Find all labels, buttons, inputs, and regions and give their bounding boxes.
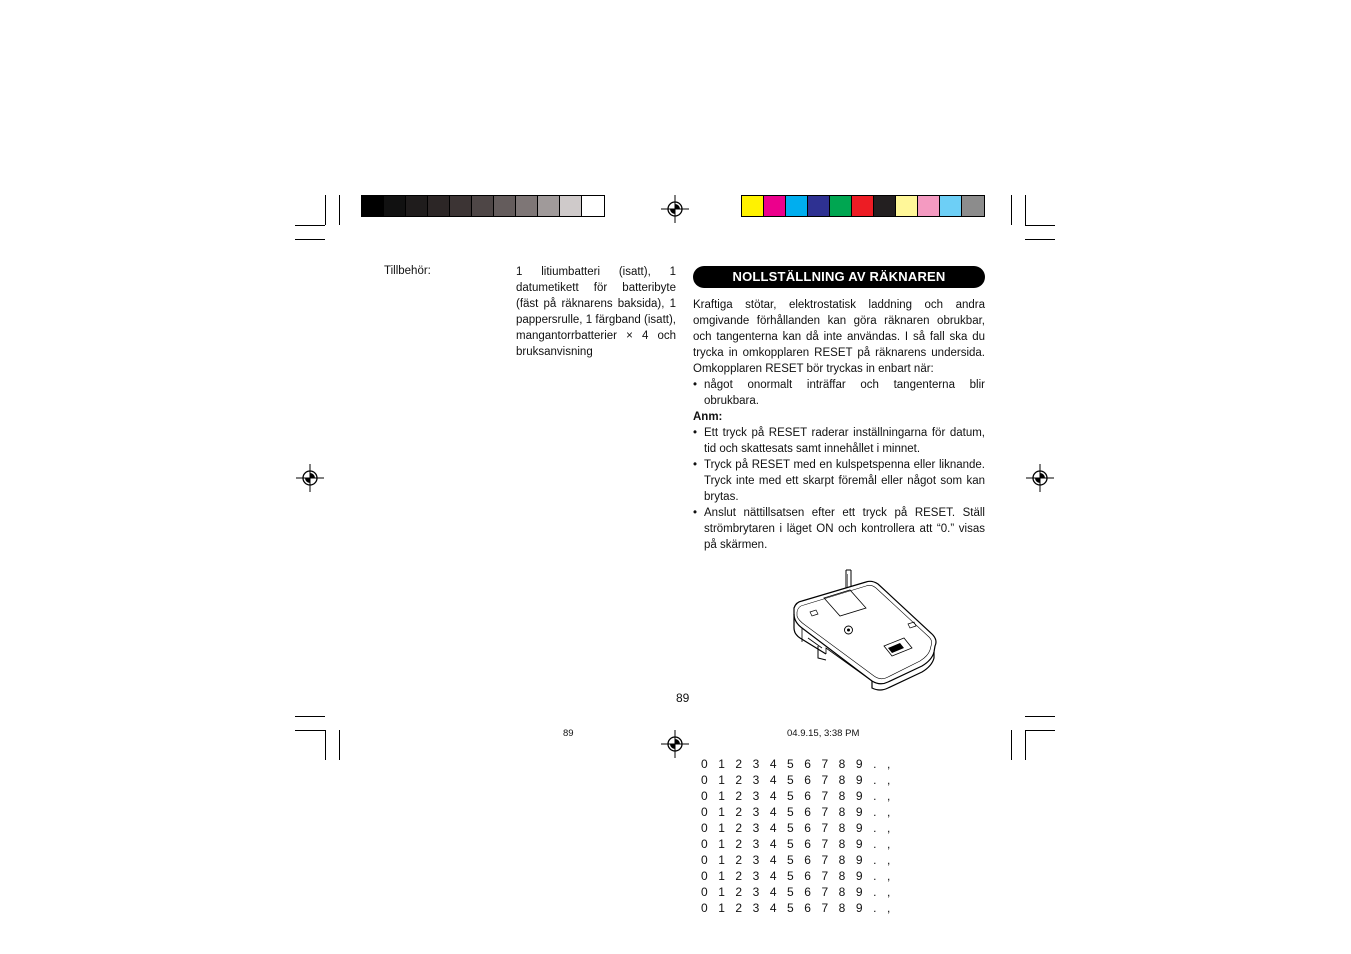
crop-mark [295, 730, 325, 731]
list-item-text: något onormalt inträffar och tangenterna blir obrukbara. [704, 379, 985, 407]
footer-timestamp: 04.9.15, 3:38 PM [787, 728, 860, 739]
section-body [693, 297, 985, 553]
bullet-icon: • [693, 459, 698, 471]
digit-line: 0 1 2 3 4 5 6 7 8 9 . , [701, 821, 894, 835]
color-swatch [582, 196, 604, 216]
color-swatch [742, 196, 764, 216]
page-number: 89 [676, 691, 690, 705]
color-swatch [830, 196, 852, 216]
registration-mark-icon [296, 464, 324, 492]
color-swatch [560, 196, 582, 216]
color-swatch [808, 196, 830, 216]
registration-mark-icon [661, 195, 689, 223]
registration-mark-icon [661, 730, 689, 758]
crop-mark [295, 225, 325, 226]
digit-line: 0 1 2 3 4 5 6 7 8 9 . , [701, 901, 894, 915]
crop-mark [325, 195, 326, 225]
color-swatch [362, 196, 384, 216]
color-swatch [428, 196, 450, 216]
bullet-icon: • [693, 507, 698, 519]
crop-mark [1025, 730, 1055, 731]
color-swatch [472, 196, 494, 216]
crop-mark [295, 716, 325, 717]
digit-line: 0 1 2 3 4 5 6 7 8 9 . , [701, 853, 894, 867]
color-swatch [764, 196, 786, 216]
crop-mark [295, 239, 325, 240]
color-swatch [450, 196, 472, 216]
footer-page: 89 [563, 728, 574, 739]
intro-paragraph: Kraftiga stötar, elektrostatisk laddning och andra omgivande förhållanden kan göra räknaren obrukbar, och tangenterna kan då inte användas. I så fall ska du trycka in omkopplaren RESET på räknarens undersida. Omkopplaren RESET bör tryckas in enbart när: [693, 299, 985, 375]
accessories-label: Tillbehör: [384, 265, 431, 277]
calculator-reset-illustration [788, 568, 943, 692]
grayscale-bar [361, 195, 605, 217]
accessories-list: 1 litiumbatteri (isatt), 1 datumetikett för batteribyte (fäst på räknarens baksida), 1 pappersrulle, 1 färgband (isatt), mangantorrbatterier × 4 och bruksanvisning [516, 266, 676, 358]
registration-mark-icon [1026, 464, 1054, 492]
list-item-text: Tryck på RESET med en kulspetspenna eller liknande. Tryck inte med ett skarpt föremål eller något som kan brytas. [704, 459, 985, 503]
color-swatch [406, 196, 428, 216]
digit-line: 0 1 2 3 4 5 6 7 8 9 . , [701, 885, 894, 899]
crop-mark [339, 730, 340, 760]
crop-mark [1025, 195, 1026, 225]
digit-line: 0 1 2 3 4 5 6 7 8 9 . , [701, 805, 894, 819]
crop-mark [325, 730, 326, 760]
crop-mark [339, 195, 340, 225]
digit-test-block [701, 756, 894, 916]
digit-line: 0 1 2 3 4 5 6 7 8 9 . , [701, 837, 894, 851]
color-swatch [874, 196, 896, 216]
crop-mark [1025, 239, 1055, 240]
digit-line: 0 1 2 3 4 5 6 7 8 9 . , [701, 869, 894, 883]
digit-line: 0 1 2 3 4 5 6 7 8 9 . , [701, 789, 894, 803]
crop-mark [1011, 730, 1012, 760]
digit-line: 0 1 2 3 4 5 6 7 8 9 . , [701, 773, 894, 787]
color-swatch [962, 196, 984, 216]
color-swatch [896, 196, 918, 216]
list-item [693, 377, 985, 409]
color-bar [741, 195, 985, 217]
bullet-icon: • [693, 427, 698, 439]
color-swatch [852, 196, 874, 216]
crop-mark [1025, 716, 1055, 717]
color-swatch [494, 196, 516, 216]
digit-line: 0 1 2 3 4 5 6 7 8 9 . , [701, 757, 894, 771]
color-swatch [384, 196, 406, 216]
list-item [693, 425, 985, 457]
color-swatch [940, 196, 962, 216]
list-item [693, 505, 985, 553]
crop-mark [1011, 195, 1012, 225]
color-swatch [918, 196, 940, 216]
bullet-icon: • [693, 379, 698, 391]
section-heading: NOLLSTÄLLNING AV RÄKNAREN [693, 266, 985, 288]
color-swatch [786, 196, 808, 216]
crop-mark [1025, 730, 1026, 760]
color-swatch [538, 196, 560, 216]
crop-mark [1025, 225, 1055, 226]
note-label: Anm: [693, 411, 723, 423]
color-swatch [516, 196, 538, 216]
list-item [693, 457, 985, 505]
list-item-text: Anslut nättillsatsen efter ett tryck på RESET. Ställ strömbrytaren i läget ON och kontrollera att “0.” visas på skärmen. [704, 507, 985, 551]
list-item-text: Ett tryck på RESET raderar inställningarna för datum, tid och skattesats samt innehållet i minnet. [704, 427, 985, 455]
